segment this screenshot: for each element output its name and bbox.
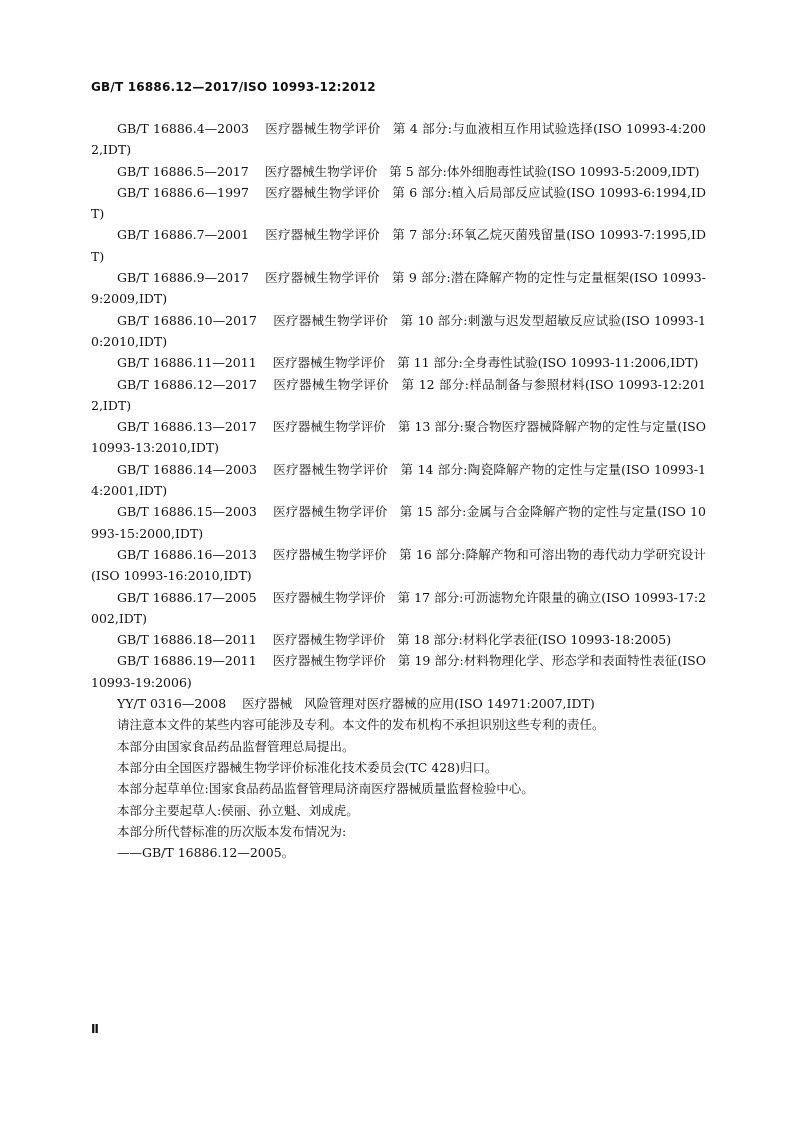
reference-part-title: 第 11 部分:全身毒性试验(ISO 10993-11:2006,IDT) — [397, 355, 699, 371]
reference-code: GB/T 16886.7—2001 — [117, 227, 249, 243]
reference-part-title: 第 4 部分:与血液相互作用试验选择(ISO 10993-4:2002,IDT) — [91, 121, 706, 158]
document-body — [91, 118, 706, 863]
reference-series-title: 医疗器械生物学评价 — [272, 632, 386, 648]
reference-entry — [91, 374, 706, 417]
reference-part-title: 第 10 部分:刺激与迟发型超敏反应试验(ISO 10993-10:2010,IDT) — [91, 312, 706, 349]
reference-entry — [91, 501, 706, 544]
reference-series-title: 医疗器械生物学评价 — [272, 419, 386, 435]
reference-entry — [91, 629, 706, 650]
reference-part-title: 第 17 部分:可沥滤物允许限量的确立(ISO 10993-17:2002,IDT) — [91, 589, 706, 626]
reference-entry — [91, 693, 706, 714]
reference-entry — [91, 161, 706, 182]
reference-code: GB/T 16886.9—2017 — [117, 270, 249, 286]
reference-code: GB/T 16886.14—2003 — [117, 461, 257, 477]
reference-entry — [91, 224, 706, 267]
centralized-by-text: 本部分由全国医疗器械生物学评价标准化技术委员会(TC 428)归口。 — [117, 759, 498, 775]
reference-series-title: 医疗器械生物学评价 — [272, 461, 389, 477]
reference-series-title: 医疗器械生物学评价 — [264, 163, 378, 179]
reference-series-title: 医疗器械生物学评价 — [272, 589, 386, 605]
reference-part-title: 第 15 部分:金属与合金降解产物的定性与定量(ISO 10993-15:2000,IDT) — [91, 504, 706, 541]
reference-code: GB/T 16886.4—2003 — [117, 121, 249, 136]
reference-entry — [91, 650, 706, 693]
standard-number-header: GB/T 16886.12—2017/ISO 10993-12:2012 — [91, 80, 376, 94]
reference-series-title: 医疗器械生物学评价 — [272, 355, 386, 371]
history-item: ——GB/T 16886.12—2005。 — [117, 845, 295, 861]
proposed-by-text: 本部分由国家食品药品监督管理总局提出。 — [117, 738, 355, 754]
reference-series-title: 医疗器械生物学评价 — [272, 312, 389, 328]
reference-code: GB/T 16886.5—2017 — [117, 163, 249, 179]
reference-code: YY/T 0316—2008 — [117, 696, 227, 712]
reference-part-title: 第 13 部分:聚合物医疗器械降解产物的定性与定量(ISO 10993-13:2010,IDT) — [91, 419, 706, 456]
reference-entry — [91, 267, 706, 310]
reference-entry — [91, 310, 706, 353]
reference-part-title: 第 5 部分:体外细胞毒性试验(ISO 10993-5:2009,IDT) — [389, 163, 700, 179]
reference-part-title: 第 16 部分:降解产物和可溶出物的毒代动力学研究设计(ISO 10993-16:2010,IDT) — [91, 546, 706, 584]
reference-code: GB/T 16886.18—2011 — [117, 632, 257, 648]
reference-part-title: 第 18 部分:材料化学表征(ISO 10993-18:2005) — [397, 632, 672, 648]
reference-code: GB/T 16886.17—2005 — [117, 589, 257, 605]
reference-series-title: 医疗器械生物学评价 — [273, 376, 390, 392]
reference-part-title: 第 14 部分:陶瓷降解产物的定性与定量(ISO 10993-14:2001,IDT) — [91, 461, 706, 499]
reference-series-title: 医疗器械生物学评价 — [264, 270, 380, 286]
reference-part-title: 第 12 部分:样品制备与参照材料(ISO 10993-12:2012,IDT) — [91, 376, 706, 413]
normative-reference-list — [91, 118, 706, 714]
reference-code: GB/T 16886.13—2017 — [117, 419, 257, 435]
reference-series-title: 医疗器械生物学评价 — [264, 227, 381, 243]
reference-entry — [91, 459, 706, 502]
history-intro-text: 本部分所代替标准的历次版本发布情况为: — [117, 823, 347, 839]
reference-part-title: 第 7 部分:环氧乙烷灭菌残留量(ISO 10993-7:1995,IDT) — [91, 227, 706, 264]
reference-entry — [91, 352, 706, 373]
reference-code: GB/T 16886.10—2017 — [117, 312, 257, 328]
reference-code: GB/T 16886.16—2013 — [117, 546, 257, 562]
patent-notice: 请注意本文件的某些内容可能涉及专利。本文件的发布机构不承担识别这些专利的责任。 — [117, 717, 605, 733]
reference-code: GB/T 16886.19—2011 — [117, 653, 257, 669]
reference-entry — [91, 416, 706, 459]
reference-series-title: 医疗器械生物学评价 — [264, 184, 381, 200]
reference-series-title: 医疗器械生物学评价 — [272, 546, 387, 562]
reference-part-title: 第 6 部分:植入后局部反应试验(ISO 10993-6:1994,IDT) — [91, 184, 706, 222]
reference-code: GB/T 16886.15—2003 — [117, 504, 257, 520]
reference-code: GB/T 16886.12—2017 — [117, 376, 258, 392]
reference-part-title: 第 19 部分:材料物理化学、形态学和表面特性表征(ISO 10993-19:2006) — [91, 653, 706, 690]
reference-series-title: 医疗器械生物学评价 — [265, 121, 381, 136]
page-number: Ⅱ — [91, 1022, 99, 1036]
reference-part-title: 风险管理对医疗器械的应用(ISO 14971:2007,IDT) — [304, 696, 595, 712]
reference-series-title: 医疗器械 — [242, 696, 293, 712]
reference-series-title: 医疗器械生物学评价 — [272, 504, 388, 520]
reference-entry — [91, 587, 706, 630]
drafting-unit-text: 本部分起草单位:国家食品药品监督管理局济南医疗器械质量监督检验中心。 — [117, 781, 534, 797]
reference-part-title: 第 9 部分:潜在降解产物的定性与定量框架(ISO 10993-9:2009,IDT) — [91, 270, 706, 307]
drafters-text: 本部分主要起草人:侯丽、孙立魁、刘成虎。 — [117, 802, 359, 818]
reference-entry — [91, 544, 706, 587]
reference-series-title: 医疗器械生物学评价 — [272, 653, 386, 669]
reference-entry — [91, 182, 706, 225]
reference-code: GB/T 16886.6—1997 — [117, 184, 249, 200]
reference-code: GB/T 16886.11—2011 — [117, 355, 257, 371]
reference-entry — [91, 118, 706, 161]
